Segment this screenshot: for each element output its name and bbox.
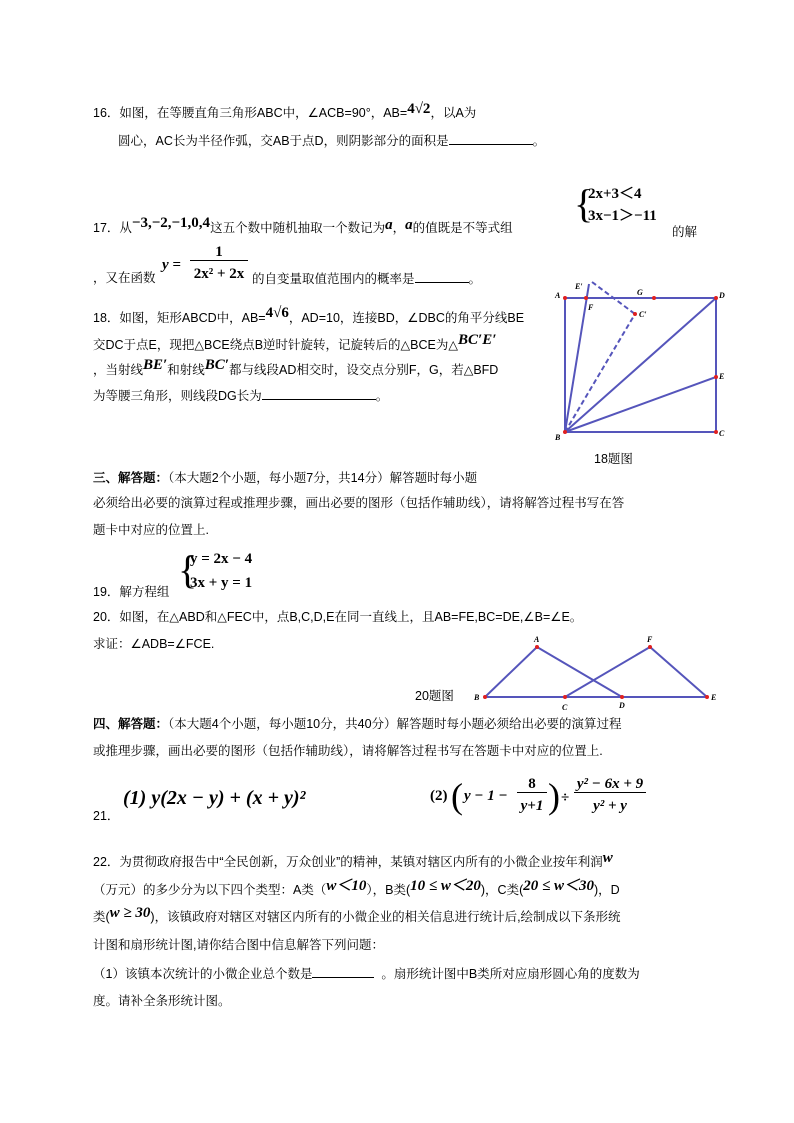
text: 18．如图，矩形ABCD中，AB= bbox=[93, 311, 266, 325]
text: ），B类( bbox=[366, 883, 411, 897]
brace: { bbox=[574, 181, 594, 226]
figure-18-caption: 18题图 bbox=[594, 452, 633, 466]
expression-2-term: y − 1 − bbox=[464, 788, 508, 804]
sec3-line1 bbox=[93, 470, 477, 486]
math-a: a bbox=[405, 217, 413, 233]
label-c: C bbox=[562, 703, 568, 712]
triangle-fec bbox=[565, 647, 707, 697]
label-f: F bbox=[588, 303, 594, 312]
sec4-line1 bbox=[93, 716, 622, 732]
text: 的值既是不等式组 bbox=[412, 221, 513, 235]
text: （万元）的多少分为以下四个类型：A类（ bbox=[93, 883, 327, 897]
text: 。扇形统计图中B类所对应扇形圆心角的度数为 bbox=[381, 967, 640, 981]
math-triangle: BC′E′ bbox=[457, 332, 497, 348]
q22-line2 bbox=[93, 878, 620, 898]
q22-line1 bbox=[93, 850, 613, 870]
answer-blank[interactable] bbox=[312, 965, 374, 978]
q18-line1 bbox=[93, 305, 525, 326]
label-g: G bbox=[637, 288, 643, 297]
answer-blank[interactable] bbox=[449, 132, 533, 145]
label-b: B bbox=[555, 433, 561, 442]
text: 。 bbox=[532, 134, 546, 148]
q22-line5 bbox=[93, 965, 640, 982]
answer-blank[interactable] bbox=[415, 270, 469, 283]
q17-line1 bbox=[93, 215, 513, 236]
sec4-line2: 或推理步骤，画出必要的图形（包括作辅助线），请将解答过程书写在答题卡中对应的位置上. bbox=[93, 744, 603, 758]
math-ray-bc: BC′ bbox=[204, 357, 229, 373]
text: ，当射线 bbox=[93, 363, 144, 377]
text: ，以A为 bbox=[430, 106, 477, 120]
text: )，C类( bbox=[480, 883, 524, 897]
q21-label: 21． bbox=[93, 809, 120, 823]
section-title: 三、解答题： bbox=[93, 471, 169, 485]
text: ， bbox=[392, 221, 406, 235]
divide-sign: ÷ bbox=[561, 790, 570, 806]
fraction-numerator: y² − 6x + 9 bbox=[574, 776, 646, 793]
label-e: E bbox=[711, 693, 717, 702]
answer-blank[interactable] bbox=[262, 387, 376, 400]
text: 17．从 bbox=[93, 221, 132, 235]
section-title: 四、解答题： bbox=[93, 717, 169, 731]
text: （本大题4个小题，每小题10分，共40分）解答题时每小题必须给出必要的演算过程 bbox=[168, 717, 622, 731]
line-be bbox=[565, 377, 716, 432]
q22-line4: 计图和扇形统计图,请你结合图中信息解答下列问题： bbox=[93, 938, 384, 952]
label-a: A bbox=[555, 291, 561, 300]
function-lhs bbox=[162, 257, 181, 273]
sec3-line3: 题卡中对应的位置上. bbox=[93, 523, 209, 537]
math-range-c: 20 ≤ w＜30 bbox=[523, 878, 594, 894]
triangle-abd bbox=[485, 647, 622, 697]
math-w: w bbox=[602, 850, 613, 866]
sec3-line2: 必须给出必要的演算过程或推理步骤，画出必要的图形（包括作辅助线），请将解答过程书写在答 bbox=[93, 496, 625, 510]
text: （本大题2个小题，每小题7分，共14分）解答题时每小题 bbox=[168, 471, 478, 485]
math-ray-be: BE′ bbox=[143, 357, 168, 373]
text: 为等腰三角形，则线段DG长为 bbox=[93, 389, 262, 403]
q17-line2 bbox=[252, 270, 481, 287]
label-e: E bbox=[719, 372, 725, 381]
text: y = bbox=[162, 257, 181, 273]
q22-line3 bbox=[93, 905, 621, 925]
math-range-a: w＜10 bbox=[326, 878, 367, 894]
text: )，D bbox=[593, 883, 620, 897]
math-range-b: 10 ≤ w＜20 bbox=[410, 878, 481, 894]
line-bf bbox=[565, 284, 589, 432]
expression-2-label: (2) bbox=[430, 788, 448, 804]
label-c-prime: C′ bbox=[639, 310, 647, 319]
label-c: C bbox=[719, 429, 725, 438]
label-b: B bbox=[474, 693, 480, 702]
expression-1: (1) y(2x − y) + (x + y)² bbox=[123, 787, 306, 809]
q16-line1 bbox=[93, 101, 477, 121]
label-d: D bbox=[719, 291, 725, 300]
fraction-denominator: y² + y bbox=[593, 798, 627, 814]
q18-line2 bbox=[93, 332, 497, 353]
label-a: A bbox=[534, 635, 540, 644]
q19-label: 19．解方程组 bbox=[93, 585, 170, 599]
label-e-prime: E′ bbox=[575, 282, 583, 291]
text: 的解 bbox=[672, 225, 698, 239]
text: 的自变量取值范围内的概率是 bbox=[252, 272, 415, 286]
text: 22．为贯彻政府报告中“全民创新，万众创业”的精神，某镇对辖区内所有的小微企业按年利润 bbox=[93, 855, 603, 869]
brace: { bbox=[178, 547, 198, 592]
fraction-denominator: y+1 bbox=[520, 798, 544, 814]
text: 和射线 bbox=[167, 363, 205, 377]
fraction-numerator: 8 bbox=[517, 776, 547, 793]
text: 交DC于点E，现把△BCE绕点B逆时针旋转，记旋转后的△BCE为△ bbox=[93, 338, 458, 352]
figure-20 bbox=[470, 632, 730, 712]
text: ，又在函数 bbox=[93, 271, 156, 285]
text: ，AD=10，连接BD，∠DBC的角平分线BE bbox=[288, 311, 525, 325]
math-ab: 4√2 bbox=[407, 101, 431, 117]
label-f: F bbox=[647, 635, 653, 644]
paren-close: ) bbox=[548, 776, 560, 816]
paren-open: ( bbox=[451, 776, 463, 816]
math-numbers: −3,−2,−1,0,4 bbox=[131, 215, 211, 231]
fraction-numerator: 1 bbox=[190, 244, 248, 261]
fraction-denominator: 2x² + 2x bbox=[193, 266, 245, 282]
figure-20-caption: 20题图 bbox=[415, 689, 454, 703]
inequality-2: 3x−1＞−11 bbox=[588, 208, 657, 224]
text: 。 bbox=[468, 272, 482, 286]
q20-line2: 求证：∠ADB=∠FCE. bbox=[93, 637, 215, 651]
math-range-d: w ≥ 30 bbox=[109, 905, 151, 921]
text: 类( bbox=[93, 910, 110, 924]
text: 圆心，AC长为半径作弧，交AB于点D，则阴影部分的面积是 bbox=[118, 134, 449, 148]
text: （1）该镇本次统计的小微企业总个数是 bbox=[93, 967, 313, 981]
math-ab: 4√6 bbox=[265, 305, 289, 321]
figure-18 bbox=[548, 278, 738, 443]
q16-line2 bbox=[118, 132, 545, 149]
inequality-1: 2x+3＜4 bbox=[588, 186, 642, 202]
equation-2: 3x + y = 1 bbox=[190, 575, 253, 591]
q18-line3 bbox=[93, 357, 499, 378]
text: )，该镇政府对辖区对辖区内所有的小微企业的相关信息进行统计后,绘制成以下条形统 bbox=[150, 910, 621, 924]
label-d: D bbox=[619, 701, 625, 710]
q22-line6: 度。请补全条形统计图。 bbox=[93, 994, 231, 1008]
q20-line1: 20．如图，在△ABD和△FEC中，点B,C,D,E在同一直线上，且AB=FE,BC=DE,∠B=∠E。 bbox=[93, 610, 583, 624]
equation-1: y = 2x − 4 bbox=[190, 551, 253, 567]
text: 。 bbox=[375, 389, 389, 403]
math-a: a bbox=[385, 217, 393, 233]
text: 16．如图，在等腰直角三角形ABC中，∠ACB=90°，AB= bbox=[93, 106, 408, 120]
text: 这五个数中随机抽取一个数记为 bbox=[210, 221, 386, 235]
text: 都与线段AD相交时，设交点分别F，G，若△BFD bbox=[229, 363, 499, 377]
q18-line4 bbox=[93, 387, 388, 404]
